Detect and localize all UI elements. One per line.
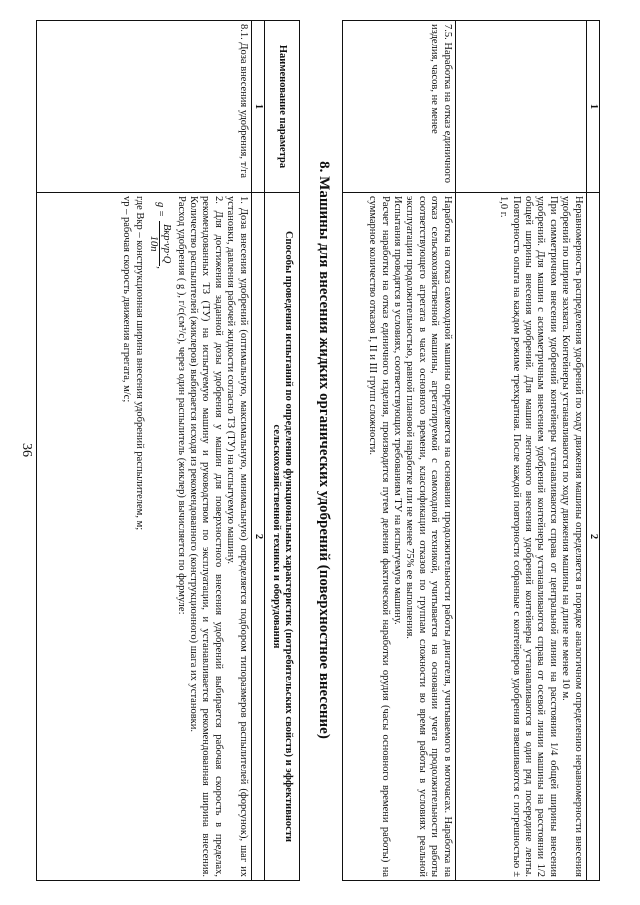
method-text-cell (36, 193, 251, 881)
paragraph: Расчет наработки на отказ единичного изделия, производится путем деления фактической наработки орудия (часы основного времени работы) на суммарное количество отказов I, II и III групп сложности. (367, 196, 391, 877)
formula-fraction (147, 221, 173, 266)
table-row (342, 21, 455, 881)
parameter-name-cell: 7.5. Наработка на отказ единичного изделия, часов, не менее (342, 21, 455, 193)
formula-denominator: 10n (148, 235, 159, 252)
continued-text-cell (455, 193, 586, 881)
top-table-number-row (586, 21, 599, 881)
paragraph: Наработка на отказ самоходной машины определяется на основании продолжительности работы двигателя, учитываемого в моточасах. Наработка на отказ сельскохозяйственной машины, агрегатируемой с самоходной техникой, учитывается на основании учета продолжительности работы соответствующего агрегата в часах основного времени, классификации отказов по группам сложности во время работы в условиях реальной эксплуатации продолжительностью, равной плановой наработке или не менее 75% ее выполнения. (404, 196, 453, 877)
method-text-cell (342, 193, 455, 881)
top-table (342, 20, 600, 881)
paragraph: Испытания проводятся в условиях, соответствующих требованиям ТУ на испытуемую машину. (392, 196, 404, 625)
page-number: 36 (19, 443, 34, 457)
where-line: vр – рабочая скорость движения агрегата, м/с; (121, 196, 133, 403)
paragraph: Неравномерность распределения удобрений по ходу движения машины определяется в порядке аналогичном определению неравномерности внесения удобрений по ширине захвата. Контейнеры устанавливаются по ходу движения машины на длине не менее 10 м. (560, 196, 584, 877)
paragraph: При симметричном внесении удобрений контейнеры устанавливаются справа от центральной линии на расстоянии 1/4 общей ширины внесения удобрений. Для машин с асимметричным внесением удобрений контейнеры устанавливаются справа от осевой линии машины на расстоянии 1/2 общей ширины внесения удобрений. Для машин ленточного внесения удобрений контейнеры устанавливаются в один ряд посередине ленты. Повторность опыта на каждом режиме трехкратная. После каждой повторности собранные с контейнеров удобрения взвешиваются с погрешностью ± 1,0 г. (498, 196, 559, 877)
header-row (265, 21, 300, 881)
empty-cell (455, 21, 586, 193)
rotated-sheet (10, 20, 600, 880)
formula-lhs: g = (154, 202, 166, 217)
dose-formula (147, 202, 173, 877)
section-title: 8. Машины для внесения жидких органических удобрений (поверхностное внесение) (316, 161, 332, 739)
formula-numerator: Bкр·vр·Q (159, 221, 172, 266)
bottom-table-number-row (251, 21, 264, 881)
header-parameter-name: Наименование параметра (265, 21, 300, 193)
col-number-1: 1 (251, 21, 264, 193)
paragraph: 2. Для достижения заданной дозы удобрения у машин для поверхностного внесения удобрений выбирается рабочая скорость в пределах, рекомендованных ТЗ (ТУ) на испытуемую машину и руководством по эксплуатации, и устанавливается рекомендованная ширина внесения. Количество распылителей (жиклеров) выбирается исходя из рекомендованного (конструкционного) шага их установки. (188, 196, 224, 877)
header-test-methods: Способы проведения испытаний по определению функциональных характеристик (потребительских свойств) и эффективности сельскохозяйственной техники и оборудования (265, 193, 300, 881)
col-number-1: 1 (586, 21, 599, 193)
bottom-table (36, 20, 300, 881)
col-number-2: 2 (251, 193, 264, 881)
where-line: где Bкр – конструкционная ширина внесения удобрений распылителем, м; (133, 196, 145, 531)
formula-tail: , (154, 266, 166, 269)
paragraph: 1. Доза внесения удобрений (оптимальную, максимальную, минимальную) определяется подбором типоразмеров распылителей (форсунок), шаг их установки, давления рабочей жидкости согласно ТЗ (ТУ) на испытуемую машину. (225, 196, 249, 877)
parameter-name-cell: 8.1. Доза внесения удобрения, т/га (36, 21, 251, 193)
table-row (36, 21, 251, 881)
table-row (455, 21, 586, 881)
col-number-2: 2 (586, 193, 599, 881)
paragraph: Расход удобрения ( g ), г/с(см³/с), через один распылитель (жиклер) вычисляется по формуле: (175, 196, 187, 615)
